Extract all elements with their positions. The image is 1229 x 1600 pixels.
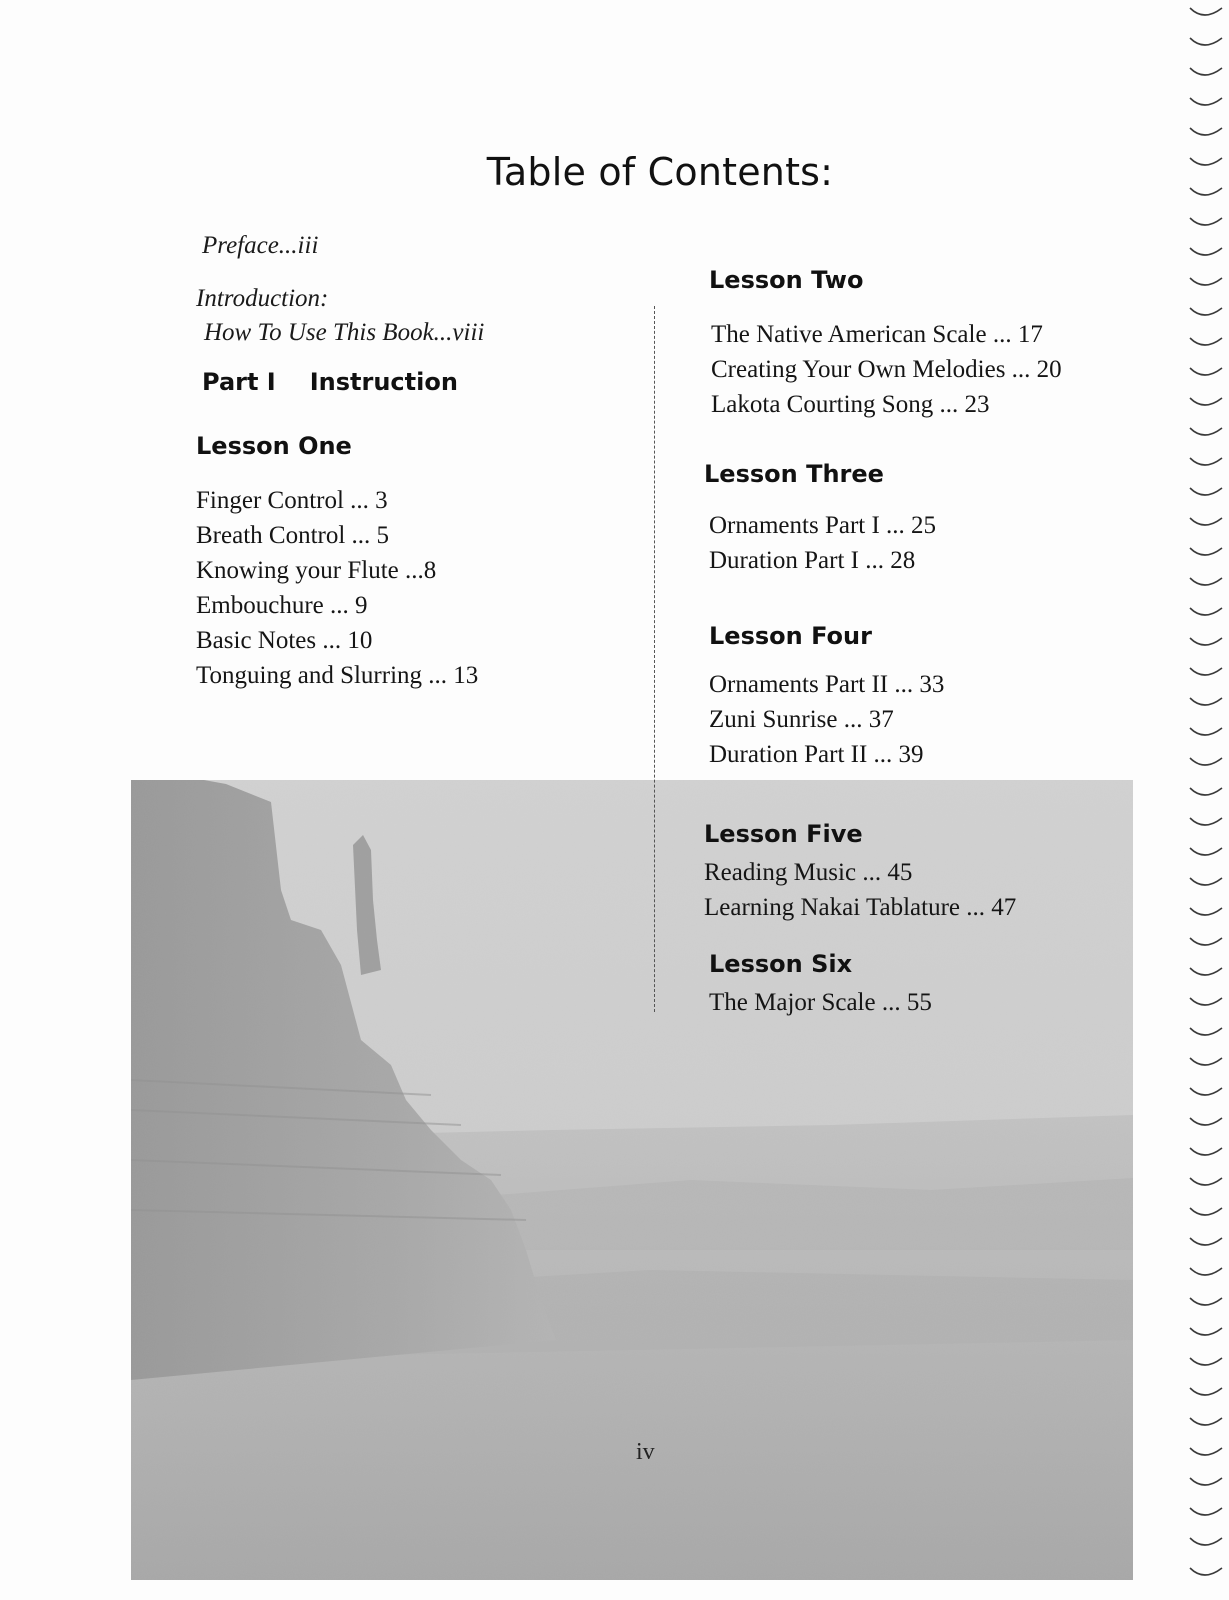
column-divider [654,306,655,1012]
spiral-binding [1182,0,1229,1600]
toc-entry: Creating Your Own Melodies ... 20 [711,356,1062,383]
toc-entry: Embouchure ... 9 [196,592,368,619]
lesson-five-heading: Lesson Five [704,820,863,848]
part-heading [202,368,458,396]
toc-entry: Lakota Courting Song ... 23 [711,391,990,418]
toc-entry: Basic Notes ... 10 [196,627,373,654]
toc-entry: Finger Control ... 3 [196,487,388,514]
toc-preface: Preface...iii [202,232,319,259]
lesson-one-heading: Lesson One [196,432,352,460]
toc-how-to-use: How To Use This Book...viii [204,319,485,346]
page-number: iv [636,1439,655,1465]
toc-entry: The Native American Scale ... 17 [711,321,1043,348]
toc-entry: Duration Part I ... 28 [709,547,916,574]
toc-entry: Learning Nakai Tablature ... 47 [704,894,1017,921]
toc-entry: Ornaments Part II ... 33 [709,671,945,698]
lesson-four-list [709,667,944,772]
lesson-one-list [196,483,478,693]
toc-entry: Duration Part II ... 39 [709,741,924,768]
part-name: Instruction [309,368,458,396]
lesson-three-heading: Lesson Three [704,460,884,488]
lesson-six-list [709,985,932,1020]
toc-entry: Tonguing and Slurring ... 13 [196,662,479,689]
toc-entry: Zuni Sunrise ... 37 [709,706,894,733]
toc-entry: Knowing your Flute ...8 [196,557,437,584]
toc-entry: The Major Scale ... 55 [709,989,932,1016]
lesson-three-list [709,508,936,578]
part-number: Part I [202,368,276,396]
lesson-two-heading: Lesson Two [709,266,864,294]
toc-introduction: Introduction: [196,285,329,312]
toc-entry: Reading Music ... 45 [704,859,913,886]
page-title: Table of Contents: [486,150,834,194]
lesson-six-heading: Lesson Six [709,950,853,978]
lesson-five-list [704,855,1016,925]
lesson-four-heading: Lesson Four [709,622,872,650]
toc-entry: Breath Control ... 5 [196,522,390,549]
toc-entry: Ornaments Part I ... 25 [709,512,937,539]
lesson-two-list [711,317,1062,422]
